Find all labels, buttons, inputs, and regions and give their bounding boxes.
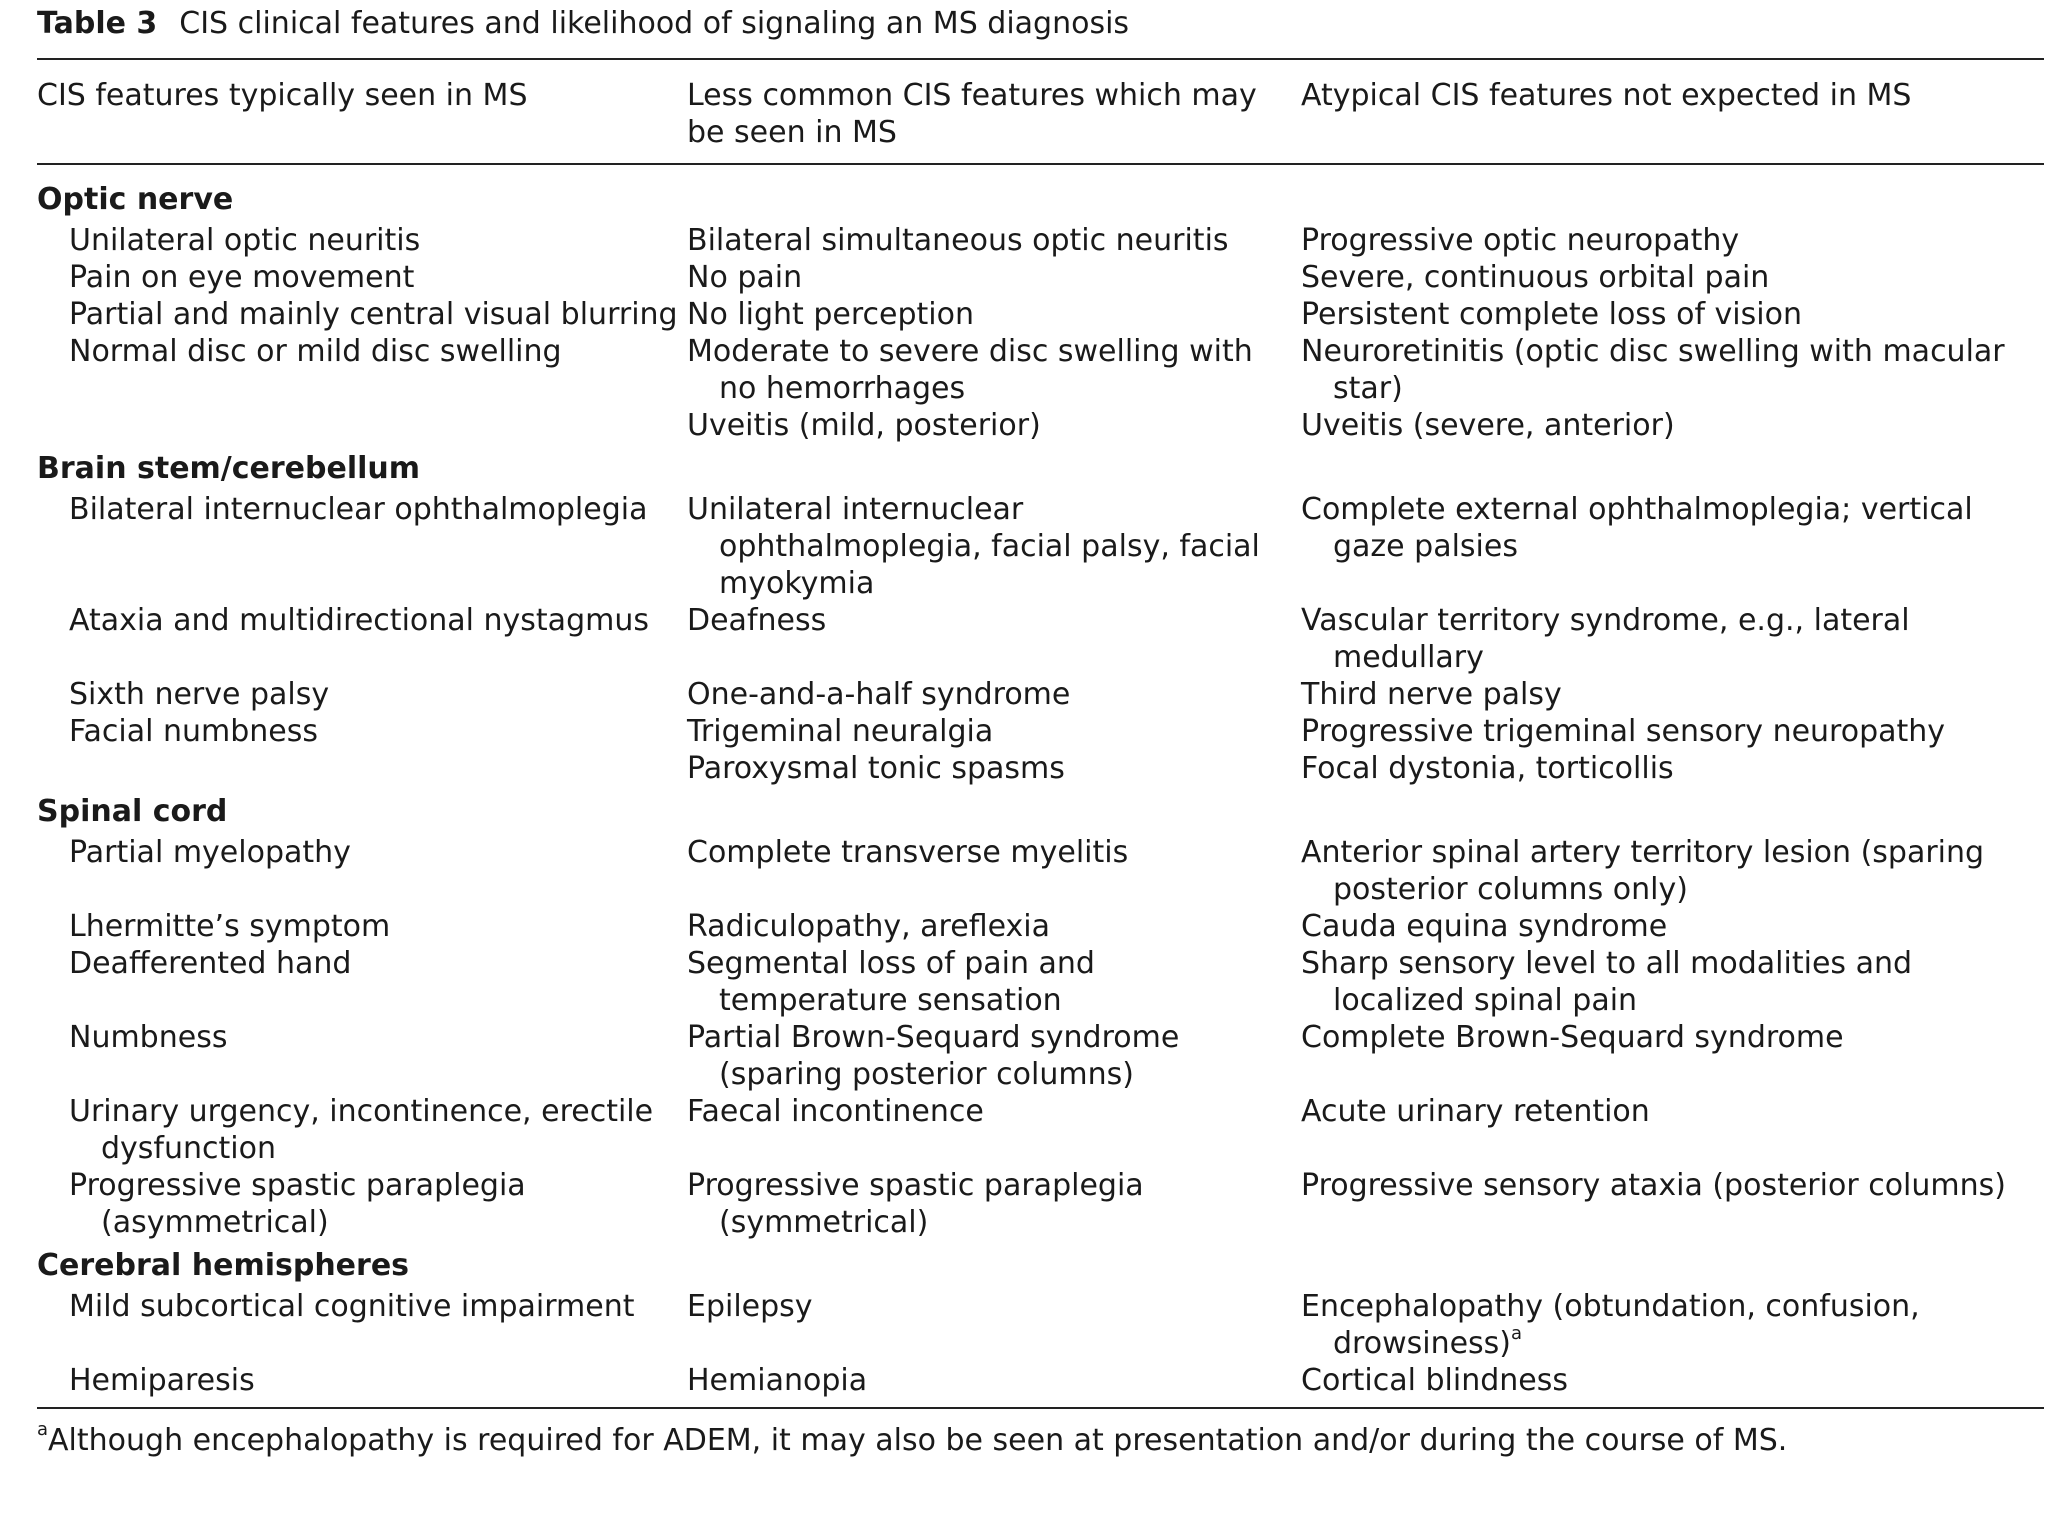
cell-atypical (1301, 1167, 2044, 1241)
table-row (37, 750, 2044, 787)
cell-atypical (1301, 407, 2044, 444)
cell-text: Cortical blindness (1301, 1363, 1568, 1398)
table-label: Table 3 (37, 6, 158, 41)
cell-text: Severe, continuous orbital pain (1301, 260, 1770, 295)
footnote-reference: a (1511, 1323, 1523, 1344)
cell-text: Hemiparesis (69, 1363, 255, 1398)
section-row (37, 164, 2044, 222)
cell-text: Progressive trigeminal sensory neuropathy (1301, 714, 1946, 749)
cell-text: Deafness (687, 603, 827, 638)
cell-text: Unilateral internuclear ophthalmoplegia, facial palsy, facial myokymia (687, 492, 1260, 601)
cell-text: Deafferented hand (69, 946, 352, 981)
cell-text: Acute urinary retention (1301, 1094, 1650, 1129)
cell-atypical (1301, 1362, 2044, 1399)
cell-less-common (687, 602, 1301, 676)
cell-text: One-and-a-half syndrome (687, 677, 1071, 712)
cell-typical (37, 750, 687, 787)
table-footnote (37, 1421, 2044, 1461)
section-heading: Cerebral hemispheres (37, 1248, 410, 1283)
cell-text: Urinary urgency, incontinence, erectile dysfunction (69, 1094, 654, 1166)
cell-atypical (1301, 602, 2044, 676)
cell-typical (37, 222, 687, 259)
cell-typical (37, 602, 687, 676)
table-row (37, 908, 2044, 945)
cell-typical (37, 1093, 687, 1167)
cell-less-common (687, 1362, 1301, 1399)
cell-text: Sixth nerve palsy (69, 677, 330, 712)
table-row (37, 222, 2044, 259)
cell-text: Uveitis (mild, posterior) (687, 408, 1041, 443)
table-row (37, 834, 2044, 908)
footnote-text: Although encephalopathy is required for ADEM, it may also be seen at presentation and/or during the course of MS. (48, 1423, 1788, 1458)
cell-text: Normal disc or mild disc swelling (69, 334, 562, 369)
cell-less-common (687, 296, 1301, 333)
cell-atypical (1301, 296, 2044, 333)
cell-atypical (1301, 1019, 2044, 1093)
table-row (37, 491, 2044, 602)
column-header-typical: CIS features typically seen in MS (37, 78, 528, 113)
cell-text: Anterior spinal artery territory lesion (sparing posterior columns only) (1301, 835, 1985, 907)
cell-text: Lhermitte’s symptom (69, 909, 391, 944)
cell-text: Uveitis (severe, anterior) (1301, 408, 1675, 443)
cell-atypical (1301, 750, 2044, 787)
cell-less-common (687, 713, 1301, 750)
cell-text: Progressive optic neuropathy (1301, 223, 1740, 258)
cell-text: Complete external ophthalmoplegia; vertical gaze palsies (1301, 492, 1973, 564)
cell-atypical (1301, 676, 2044, 713)
cell-less-common (687, 834, 1301, 908)
section-heading: Spinal cord (37, 794, 228, 829)
cell-text: Progressive spastic paraplegia (asymmetrical) (69, 1168, 526, 1240)
section-row (37, 444, 2044, 491)
cell-less-common (687, 259, 1301, 296)
table-row (37, 1362, 2044, 1399)
cell-typical (37, 1288, 687, 1362)
table-row (37, 602, 2044, 676)
cell-typical (37, 296, 687, 333)
cell-text: Cauda equina syndrome (1301, 909, 1668, 944)
table-row (37, 1288, 2044, 1362)
cell-atypical (1301, 259, 2044, 296)
cell-text: Pain on eye movement (69, 260, 415, 295)
cell-text: Paroxysmal tonic spasms (687, 751, 1065, 786)
cell-typical (37, 1167, 687, 1241)
table-row (37, 945, 2044, 1019)
cell-less-common (687, 333, 1301, 407)
table-title: CIS clinical features and likelihood of signaling an MS diagnosis (179, 6, 1130, 41)
cell-atypical (1301, 222, 2044, 259)
cell-atypical (1301, 713, 2044, 750)
cell-text: Partial and mainly central visual blurring (69, 297, 678, 332)
cell-text: Epilepsy (687, 1289, 813, 1324)
cell-text: Neuroretinitis (optic disc swelling with macular star) (1301, 334, 2005, 406)
features-table (37, 60, 2044, 1399)
cell-less-common (687, 676, 1301, 713)
table-row (37, 676, 2044, 713)
cell-text: Radiculopathy, areflexia (687, 909, 1050, 944)
column-header-atypical: Atypical CIS features not expected in MS (1301, 78, 1912, 113)
table-figure (37, 0, 2044, 1461)
cell-text: Progressive sensory ataxia (posterior columns) (1301, 1168, 2006, 1203)
cell-less-common (687, 491, 1301, 602)
table-row (37, 1093, 2044, 1167)
cell-text: Third nerve palsy (1301, 677, 1562, 712)
cell-text: Mild subcortical cognitive impairment (69, 1289, 635, 1324)
cell-text: Ataxia and multidirectional nystagmus (69, 603, 649, 638)
cell-atypical (1301, 1093, 2044, 1167)
cell-text: Trigeminal neuralgia (687, 714, 994, 749)
cell-typical (37, 908, 687, 945)
cell-less-common (687, 222, 1301, 259)
cell-atypical (1301, 491, 2044, 602)
cell-atypical (1301, 834, 2044, 908)
table-body (37, 164, 2044, 1399)
cell-atypical (1301, 1288, 2044, 1362)
cell-text: Encephalopathy (obtundation, confusion, drowsiness)$^a$ (1301, 1289, 1920, 1361)
cell-text: Faecal incontinence (687, 1094, 984, 1129)
cell-text: Bilateral internuclear ophthalmoplegia (69, 492, 648, 527)
cell-typical (37, 259, 687, 296)
cell-text: Bilateral simultaneous optic neuritis (687, 223, 1229, 258)
cell-text: Segmental loss of pain and temperature sensation (687, 946, 1095, 1018)
section-heading: Optic nerve (37, 182, 234, 217)
cell-text: Unilateral optic neuritis (69, 223, 421, 258)
cell-text: Focal dystonia, torticollis (1301, 751, 1674, 786)
cell-atypical (1301, 945, 2044, 1019)
cell-text: Complete transverse myelitis (687, 835, 1129, 870)
cell-less-common (687, 1288, 1301, 1362)
cell-typical (37, 407, 687, 444)
cell-less-common (687, 908, 1301, 945)
cell-less-common (687, 1093, 1301, 1167)
cell-text: No light perception (687, 297, 974, 332)
cell-text: Sharp sensory level to all modalities and localized spinal pain (1301, 946, 1913, 1018)
table-row (37, 333, 2044, 407)
cell-typical (37, 333, 687, 407)
cell-text: Complete Brown-Sequard syndrome (1301, 1020, 1844, 1055)
table-row (37, 1019, 2044, 1093)
section-heading: Brain stem/cerebellum (37, 451, 421, 486)
cell-text: Moderate to severe disc swelling with no hemorrhages (687, 334, 1253, 406)
cell-text: Progressive spastic paraplegia (symmetrical) (687, 1168, 1144, 1240)
column-header-less-common: Less common CIS features which may be seen in MS (687, 78, 1257, 150)
cell-less-common (687, 750, 1301, 787)
cell-text: Partial Brown-Sequard syndrome (sparing posterior columns) (687, 1020, 1180, 1092)
cell-typical (37, 676, 687, 713)
cell-text: Partial myelopathy (69, 835, 351, 870)
cell-atypical (1301, 908, 2044, 945)
cell-less-common (687, 1019, 1301, 1093)
table-caption (37, 0, 2044, 46)
cell-typical (37, 1019, 687, 1093)
cell-less-common (687, 945, 1301, 1019)
cell-text: Hemianopia (687, 1363, 868, 1398)
cell-less-common (687, 407, 1301, 444)
cell-atypical (1301, 333, 2044, 407)
table-row (37, 259, 2044, 296)
cell-text: Vascular territory syndrome, e.g., lateral medullary (1301, 603, 1910, 675)
cell-typical (37, 1362, 687, 1399)
cell-text: Facial numbness (69, 714, 318, 749)
cell-less-common (687, 1167, 1301, 1241)
cell-text: No pain (687, 260, 803, 295)
table-row (37, 407, 2044, 444)
table-row (37, 296, 2044, 333)
cell-text: Numbness (69, 1020, 228, 1055)
cell-typical (37, 834, 687, 908)
table-row (37, 1167, 2044, 1241)
table-row (37, 713, 2044, 750)
cell-typical (37, 713, 687, 750)
section-row (37, 787, 2044, 834)
table-header (37, 60, 2044, 164)
bottom-rule (37, 1407, 2044, 1409)
cell-typical (37, 945, 687, 1019)
section-row (37, 1241, 2044, 1288)
cell-typical (37, 491, 687, 602)
cell-text: Persistent complete loss of vision (1301, 297, 1802, 332)
footnote-marker: a (37, 1419, 49, 1440)
